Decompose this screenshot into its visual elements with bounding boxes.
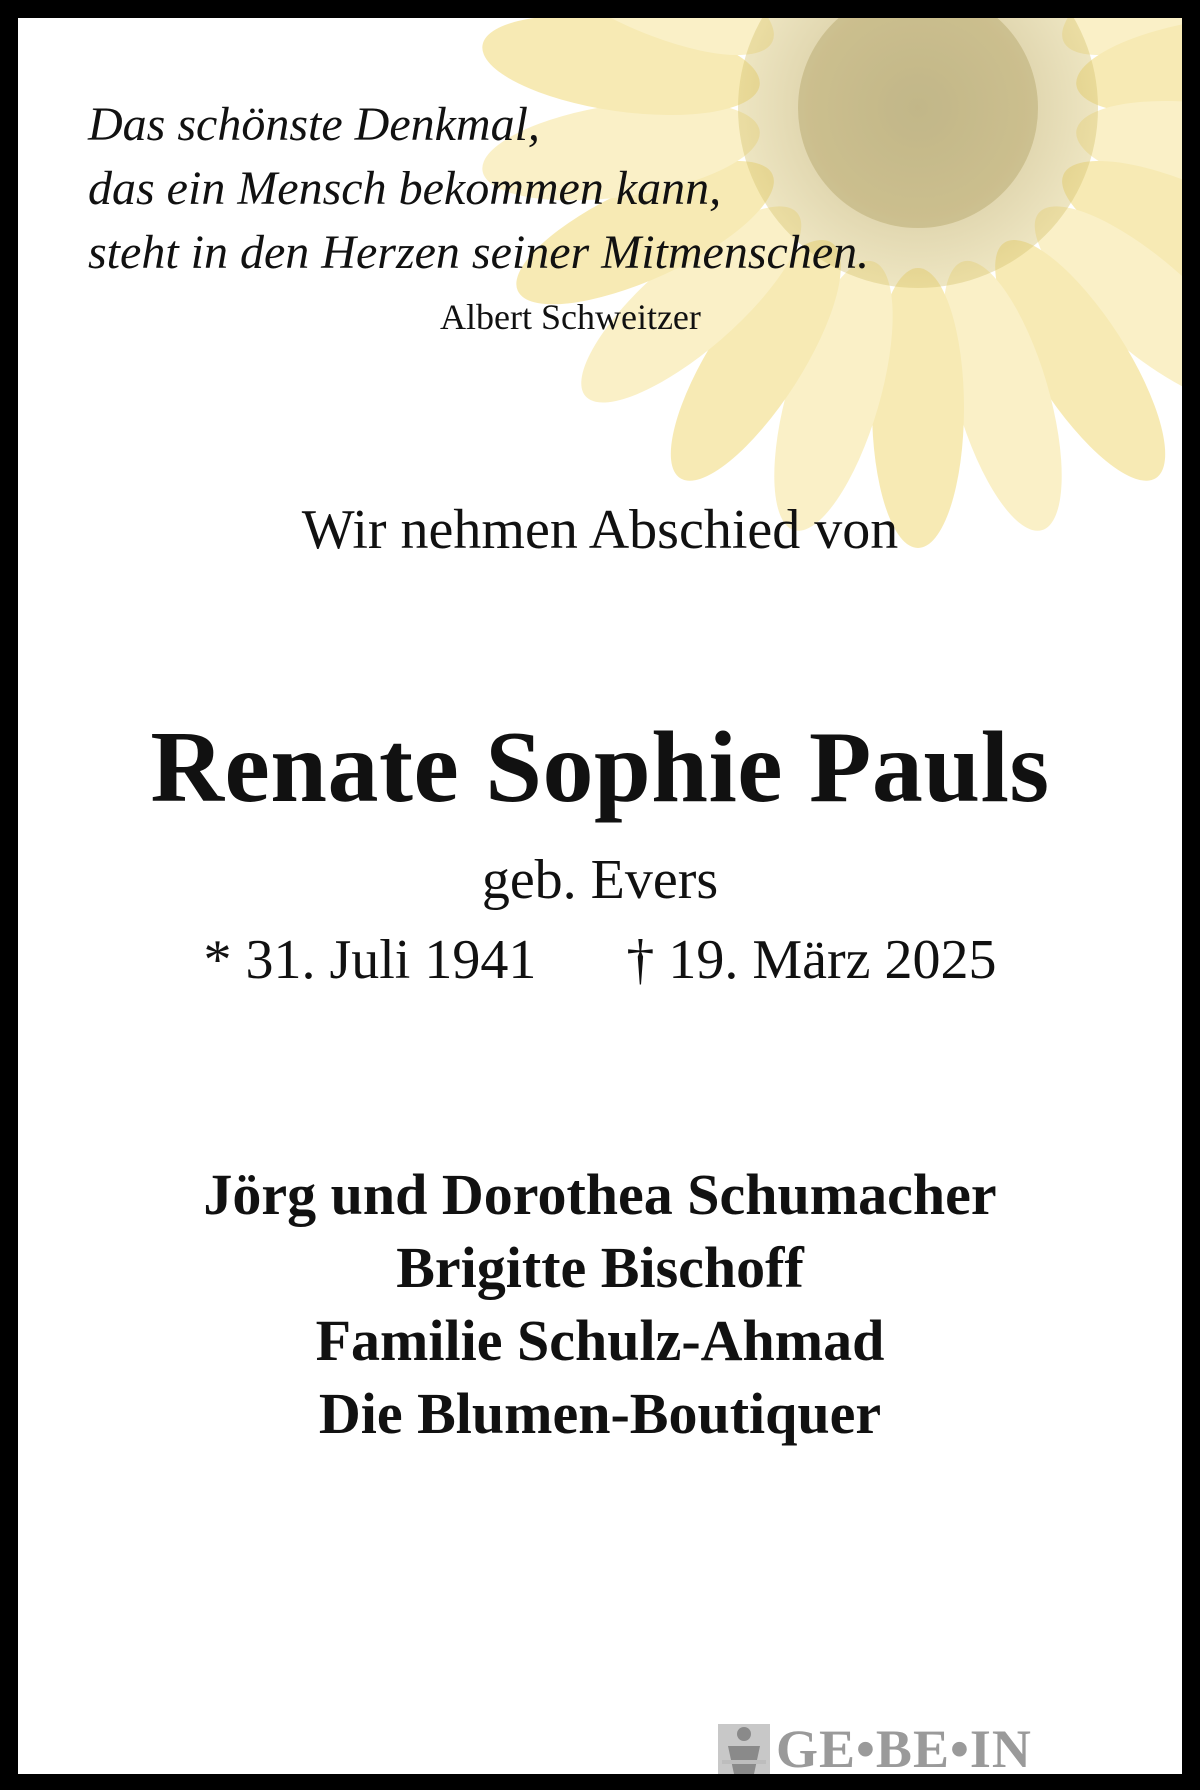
quote-line: steht in den Herzen seiner Mitmenschen. [88, 226, 870, 279]
mourner: Die Blumen-Boutiquer [318, 1381, 882, 1446]
obituary-card [18, 18, 1182, 1774]
quote-author: Albert Schweitzer [440, 297, 701, 337]
mourner: Brigitte Bischoff [396, 1235, 804, 1300]
quote-line: das ein Mensch bekommen kann, [88, 162, 722, 215]
maiden-name: geb. Evers [481, 849, 719, 911]
quote-line: Das schönste Denkmal, [88, 98, 540, 151]
quote [88, 93, 869, 285]
grave-figure-icon [718, 1724, 770, 1774]
mourner: Familie Schulz-Ahmad [315, 1308, 885, 1373]
birth-date: * 31. Juli 1941 [203, 929, 537, 991]
farewell-text: Wir nehmen Abschied von [301, 499, 899, 561]
death-date: † 19. März 2025 [626, 929, 997, 991]
life-dates [18, 928, 1182, 992]
publisher-logo [718, 1719, 1118, 1774]
mourners-list [18, 1158, 1182, 1450]
logo-text: GE•BE•IN [776, 1719, 1032, 1774]
deceased-name: Renate Sophie Pauls [150, 711, 1050, 824]
mourner: Jörg und Dorothea Schumacher [203, 1162, 997, 1227]
